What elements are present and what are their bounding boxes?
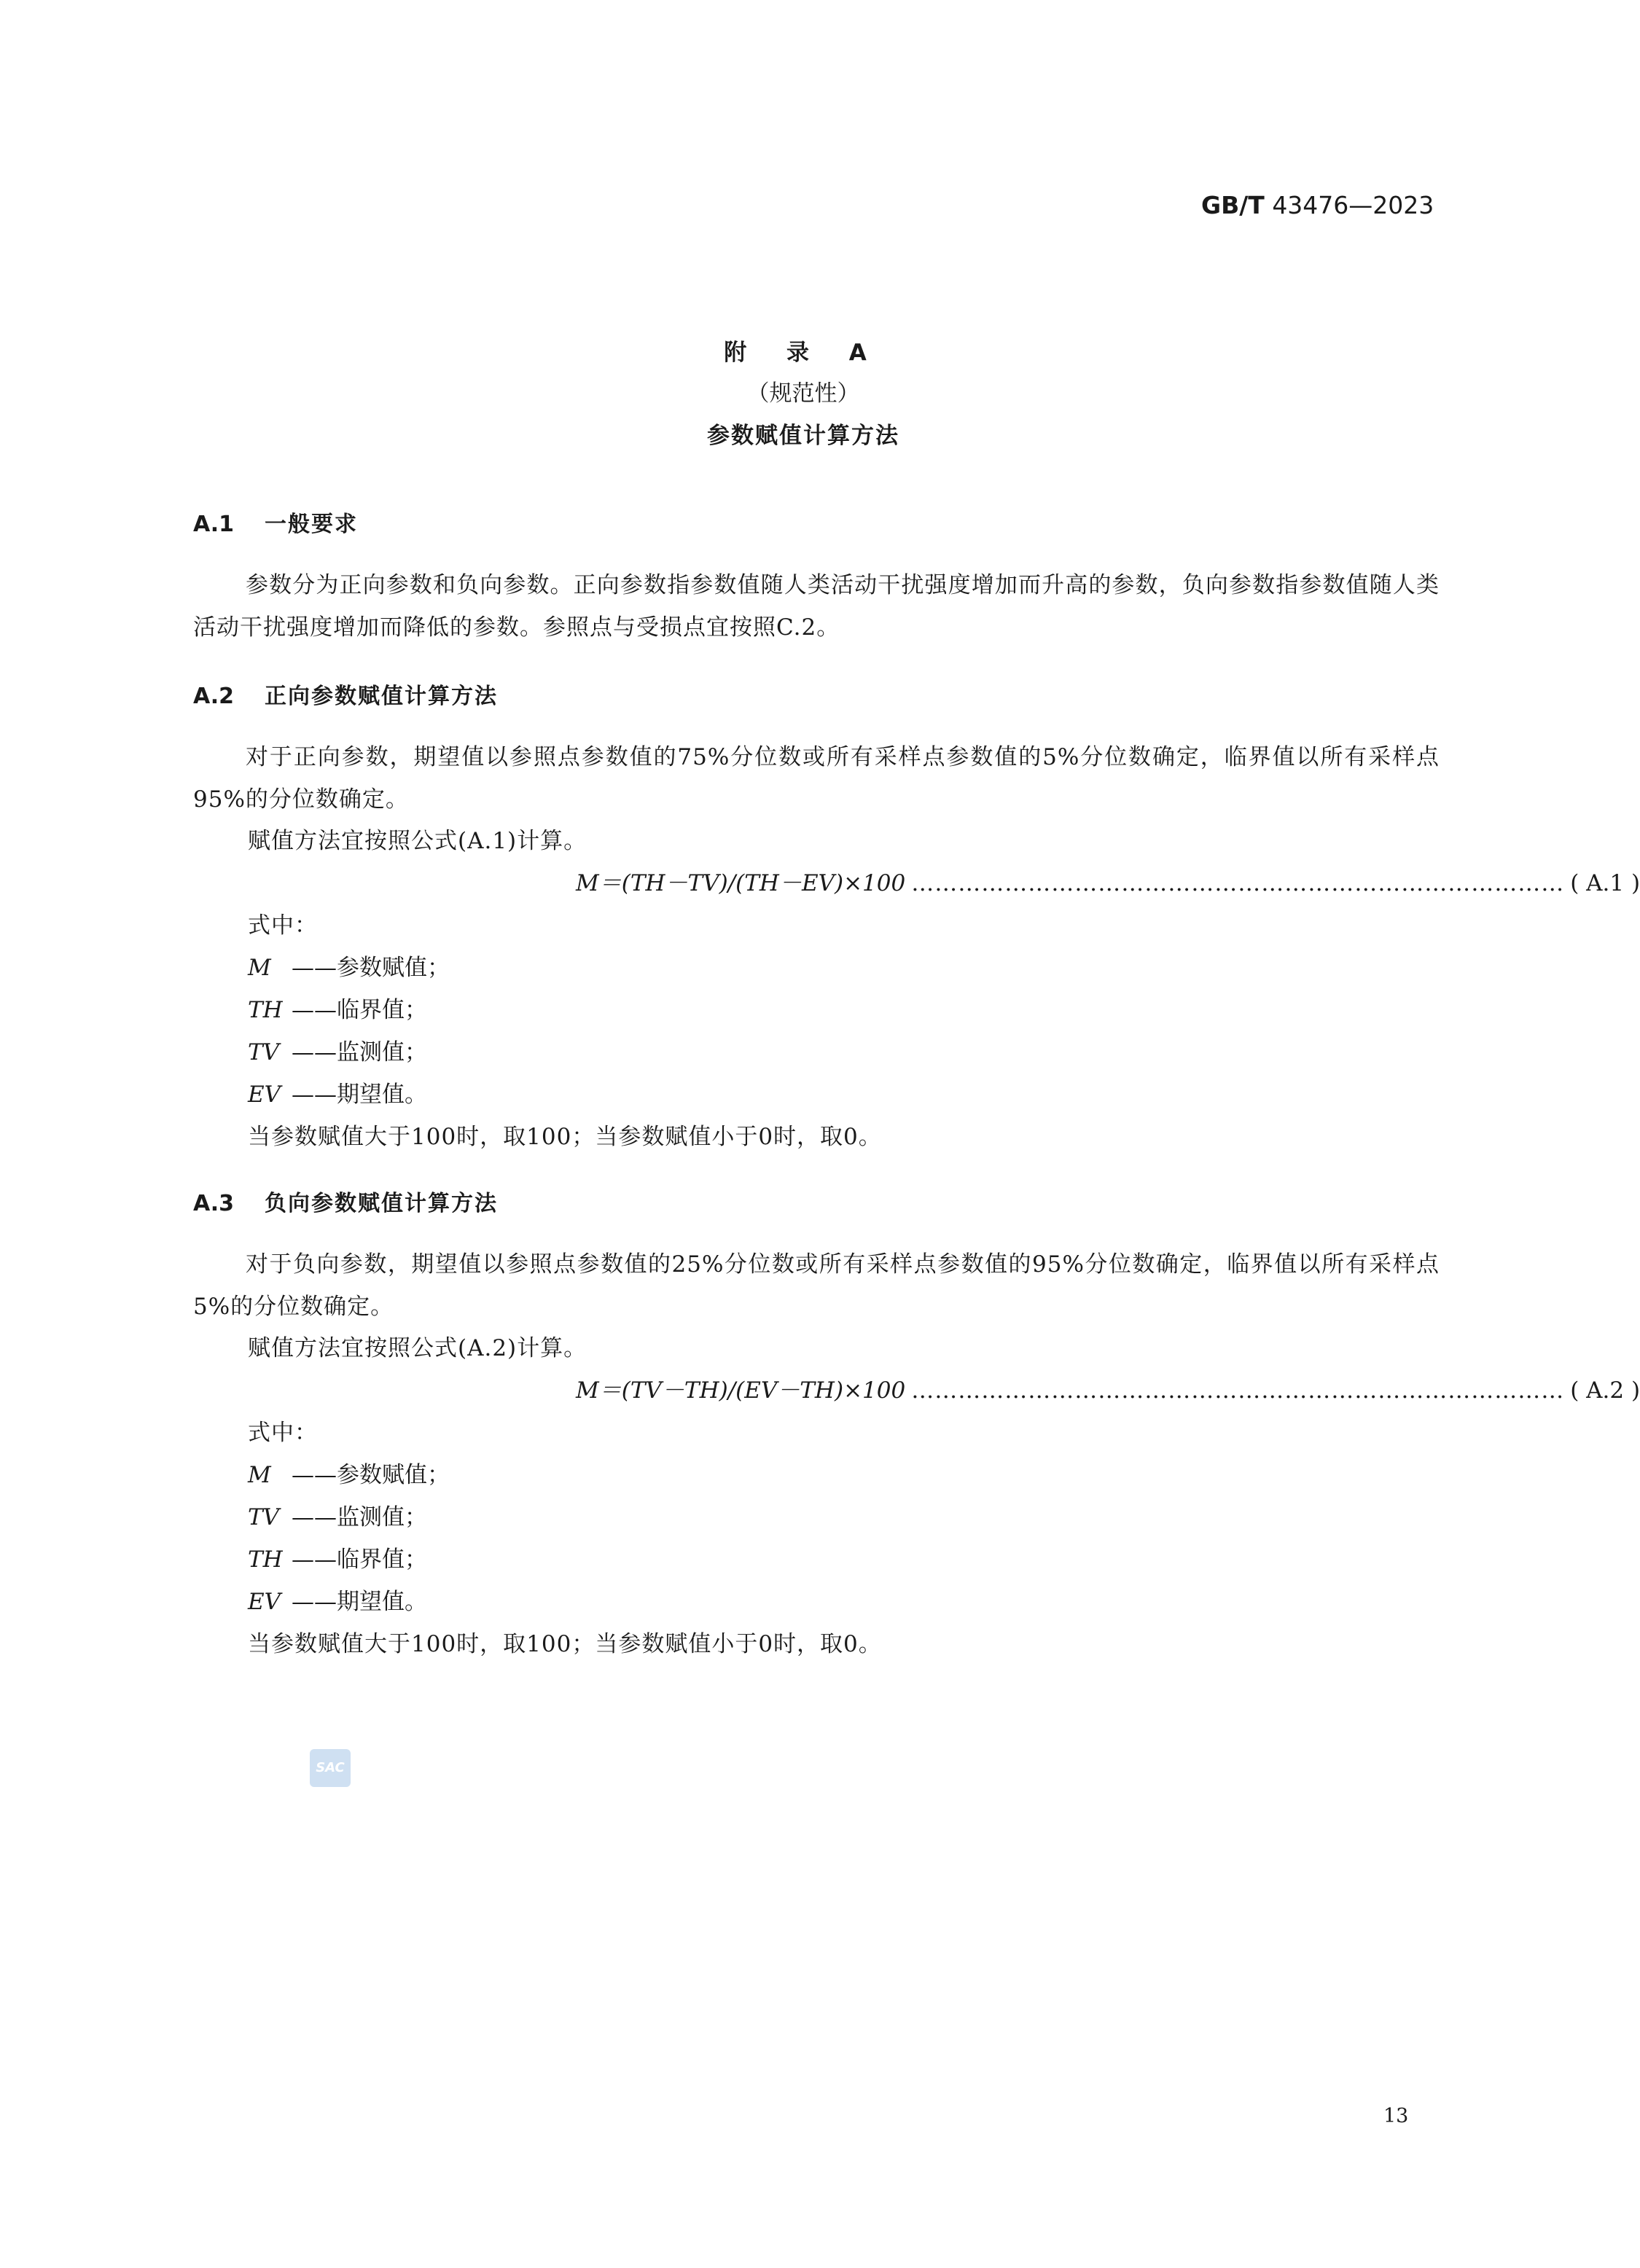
section-title: 一般要求 [265,512,358,537]
variable-symbol: TH [248,1546,283,1573]
variable-row [248,1541,427,1573]
variable-row [248,1498,427,1531]
variable-description: ——监测值； [292,1504,427,1530]
variable-description: ——参数赋值； [292,1462,450,1488]
variable-row [248,1033,427,1066]
formula-leader-dots: ………………………………………………………………………… [911,1377,1565,1404]
section-title: 负向参数赋值计算方法 [265,1191,498,1216]
variable-symbol: TV [248,1504,280,1530]
formula-a2 [576,1372,1640,1404]
standard-prefix: GB/T [1201,191,1265,219]
section-number: A.1 [193,512,235,537]
formula-expression: M＝(TH－TV)/(TH－EV)×100 [576,870,906,896]
appendix-subtitle: （规范性） [746,380,860,407]
variable-row [248,991,427,1024]
formula-leader-dots: ………………………………………………………………………… [911,870,1565,896]
section-number: A.3 [193,1191,235,1216]
formula-number: ( A.1 ) [1570,870,1640,896]
variable-description: ——期望值。 [292,1082,427,1108]
section-a2-rule: 当参数赋值大于100时，取100；当参数赋值小于0时，取0。 [248,1124,882,1150]
variable-symbol: M [248,1462,271,1488]
section-a3-paragraph: 对于负向参数，期望值以参照点参数值的25%分位数或所有采样点参数值的95%分位数确定，临界值以所有采样点5%的分位数确定。 [193,1251,1440,1320]
formula-a1 [576,864,1640,897]
section-a3-method: 赋值方法宜按照公式(A.2)计算。 [248,1335,587,1361]
section-a3-heading [193,1185,498,1217]
standard-number: 43476—2023 [1272,191,1434,219]
section-title: 正向参数赋值计算方法 [265,684,498,709]
section-a1-paragraph: 参数分为正向参数和负向参数。正向参数指参数值随人类活动干扰强度增加而升高的参数，负向参数指参数值随人类活动干扰强度增加而降低的参数。参照点与受损点宜按照C.2。 [193,572,1440,641]
variable-symbol: EV [248,1589,281,1615]
section-a1-heading [193,506,358,538]
variable-row [248,1076,427,1108]
formula-number: ( A.2 ) [1570,1377,1640,1404]
variable-symbol: TH [248,997,283,1023]
variable-row [248,949,450,982]
variable-description: ——期望值。 [292,1589,427,1615]
sac-watermark-logo: SAC [310,1749,351,1787]
variable-description: ——临界值； [292,1546,427,1573]
variable-symbol: EV [248,1082,281,1108]
section-a3-rule: 当参数赋值大于100时，取100；当参数赋值小于0时，取0。 [248,1631,882,1657]
appendix-name: 参数赋值计算方法 [707,423,899,449]
variable-row [248,1583,427,1616]
formula-expression: M＝(TV－TH)/(EV－TH)×100 [576,1377,906,1404]
section-a2-heading [193,678,498,710]
variable-symbol: TV [248,1039,280,1065]
section-number: A.2 [193,684,235,709]
variable-description: ——参数赋值； [292,955,450,981]
variable-description: ——临界值； [292,997,427,1023]
section-a2-method: 赋值方法宜按照公式(A.1)计算。 [248,828,587,854]
appendix-title: 附 录 A [724,340,883,366]
variable-description: ——监测值； [292,1039,427,1065]
section-a2-paragraph: 对于正向参数，期望值以参照点参数值的75%分位数或所有采样点参数值的5%分位数确定，临界值以所有采样点95%的分位数确定。 [193,744,1440,813]
variable-symbol: M [248,955,271,981]
standard-identifier [1201,191,1434,219]
variable-row [248,1456,450,1489]
where-label: 式中： [248,912,318,939]
where-label: 式中： [248,1420,318,1446]
page-number: 13 [1383,2105,1409,2127]
